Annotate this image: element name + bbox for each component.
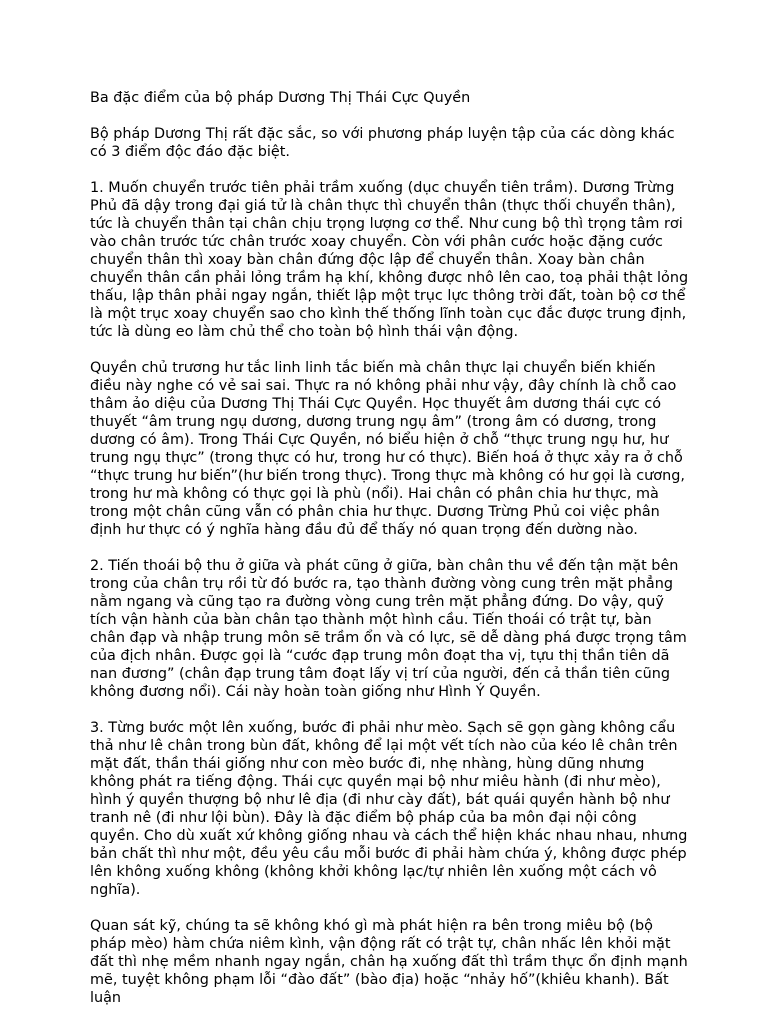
document-title: Ba đặc điểm của bộ pháp Dương Thị Thái Cực Quyền [90,90,471,106]
paragraph-point-1: 1. Muốn chuyển trước tiên phải trầm xuống (dục chuyển tiên trầm). Dương Trừng Phủ đã dậy trong đại giá tử là chân thực thì chuyển thân (thực thối chuyển thân), tức là chuyển thân tại chân chịu trọng lượng cơ thể. Như cung bộ thì trọng tâm rơi vào chân trước tức chân trước xoay chuyển. Còn với phân cước hoặc đặng cước chuyển thân thì xoay bàn chân đứng độc lập để chuyển thân. Xoay bàn chân chuyển thân cần phải lỏng trầm hạ khí, không được nhô lên cao, toạ phải thật lỏng thấu, lập thân phải ngay ngắn, thiết lập một trục lực thông trời đất, toàn bộ cơ thể là một trục xoay chuyển sao cho kình thế thống lĩnh toàn cục đắc được trung định, tức là dùng eo làm chủ thể cho toàn bộ hình thái vận động. [90,180,689,340]
paragraph-hu-thuc: Quyền chủ trương hư tắc linh linh tắc biến mà chân thực lại chuyển biến khiến điều này nghe có vẻ sai sai. Thực ra nó không phải như vậy, đây chính là chỗ cao thâm ảo diệu của Dương Thị Thái Cực Quyền. Học thuyết âm dương thái cực có thuyết “âm trung ngụ dương, dương trung ngụ âm” (trong âm có dương, trong dương có âm). Trong Thái Cực Quyền, nó biểu hiện ở chỗ “thực trung ngụ hư, hư trung ngụ thực” (trong thực có hư, trong hư có thực). Biến hoá ở thực xảy ra ở chỗ “thực trung hư biến”(hư biến trong thực). Trong thực mà không có hư gọi là cương, trong hư mà không có thực gọi là phù (nổi). Hai chân có phân chia hư thực, mà trong một chân cũng vẫn có phân chia hư thực. Dương Trừng Phủ coi việc phân định hư thực có ý nghĩa hàng đầu đủ để thấy nó quan trọng đến dường nào. [90,360,685,538]
paragraph-observation: Quan sát kỹ, chúng ta sẽ không khó gì mà phát hiện ra bên trong miêu bộ (bộ pháp mèo) hàm chứa niêm kình, vận động rất có trật tự, chân nhấc lên khỏi mặt đất thì nhẹ mềm nhanh ngay ngắn, chân hạ xuống đất thì trầm thực ổn định mạnh mẽ, tuyệt không phạm lỗi “đào đất” (bào địa) hoặc “nhảy hố”(khiêu khanh). Bất luận [90,918,688,1006]
paragraph-point-3: 3. Từng bước một lên xuống, bước đi phải như mèo. Sạch sẽ gọn gàng không cẩu thả như lê chân trong bùn đất, không để lại một vết tích nào của kéo lê chân trên mặt đất, thần thái giống như con mèo bước đi, nhẹ nhàng, hùng dũng nhưng không phát ra tiếng động. Thái cực quyền mại bộ như miêu hành (đi như mèo), hình ý quyền thượng bộ như lê địa (đi như cày đất), bát quái quyền hành bộ như tranh nê (đi như lội bùn). Đây là đặc điểm bộ pháp của ba môn đại nội công quyền. Cho dù xuất xứ không giống nhau và cách thể hiện khác nhau nhau, nhưng bản chất thì như một, đều yêu cầu mỗi bước đi phải hàm chứa ý, không được phép lên không xuống không (không khởi không lạc/tự nhiên lên xuống một cách vô nghĩa). [90,720,688,898]
document-page [90,89,690,1025]
paragraph-point-2: 2. Tiến thoái bộ thu ở giữa và phát cũng ở giữa, bàn chân thu về đến tận mặt bên trong của chân trụ rồi từ đó bước ra, tạo thành đường vòng cung trên mặt phẳng nằm ngang và cũng tạo ra đường vòng cung trên mặt phẳng đứng. Do vậy, quỹ tích vận hành của bàn chân tạo thành một hình cầu. Tiến thoái có trật tự, bàn chân đạp và nhập trung môn sẽ trầm ổn và có lực, sẽ dễ dàng phá được trọng tâm của địch nhân. Được gọi là “cước đạp trung môn đoạt tha vị, tựu thị thần tiên dã nan đương” (chân đạp trung tâm đoạt lấy vị trí của người, đến cả thần tiên cũng không đương nổi). Cái này hoàn toàn giống như Hình Ý Quyền. [90,558,687,700]
paragraph-intro: Bộ pháp Dương Thị rất đặc sắc, so với phương pháp luyện tập của các dòng khác có 3 điểm độc đáo đặc biệt. [90,126,675,160]
